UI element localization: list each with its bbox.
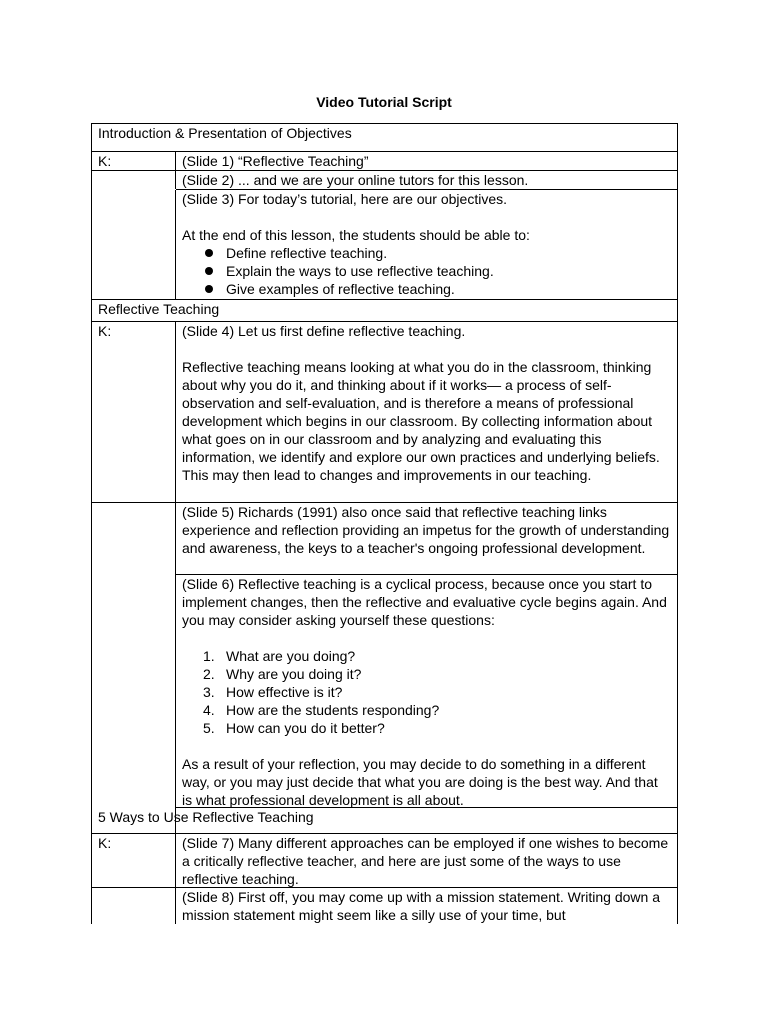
script-row [176,575,677,808]
questions-list [182,647,671,737]
document-title: Video Tutorial Script [316,94,452,110]
script-text: (Slide 8) First off, you may come up with a mission statement. Writing down a mission statement might seem like a silly use of your time, but [182,889,661,923]
speaker-label: K: [92,152,176,189]
section-heading: Introduction & Presentation of Objectives [98,125,352,141]
section-heading-row [92,808,677,834]
slide-text: (Slide 6) Reflective teaching is a cyclical process, because once you start to implement changes, then the reflective and evaluative cycle begins again. And you may consider asking yourself these questions: [182,576,667,628]
list-item: 4. How are the students responding? [203,702,440,718]
script-text: (Slide 1) “Reflective Teaching” [182,153,369,169]
objectives-lead: At the end of this lesson, the students should be able to: [182,227,530,243]
script-text [176,322,677,502]
slide-text: (Slide 4) Let us first define reflective teaching. [182,323,466,339]
script-text [176,190,677,299]
script-row [176,503,677,575]
section-heading: 5 Ways to Use Reflective Teaching [98,809,314,825]
script-table [91,123,678,924]
list-item: Define reflective teaching. [226,244,671,262]
list-item: 5. How can you do it better? [203,720,385,736]
conclusion-text: As a result of your reflection, you may decide to do something in a different way, or you may just decide that what you are doing is the best way. And that is what professional development is all about. [182,756,658,807]
script-text [176,575,677,807]
section-heading-row [92,300,677,322]
script-row [92,190,677,300]
speaker-cell [92,190,176,299]
list-item: Explain the ways to use reflective teaching. [226,262,671,280]
script-text: (Slide 2) ... and we are your online tutors for this lesson. [182,172,529,188]
list-item: 1. What are you doing? [203,648,356,664]
section-heading: Reflective Teaching [98,301,220,317]
list-item: Give examples of reflective teaching. [226,280,671,298]
script-row [176,888,677,924]
list-item: 2. Why are you doing it? [203,666,362,682]
slide-text: (Slide 3) For today’s tutorial, here are our objectives. [182,191,508,207]
list-item: 3. How effective is it? [203,684,343,700]
section-heading-row [92,124,677,152]
script-row [92,834,677,888]
objectives-list [182,244,671,298]
script-row [176,171,677,190]
script-row [92,152,677,171]
script-text: (Slide 5) Richards (1991) also once said that reflective teaching links experience and reflection providing an impetus for the growth of understanding and awareness, the keys to a teacher's ongoing professional development. [182,504,670,556]
script-row [92,322,677,503]
definition-text: Reflective teaching means looking at what you do in the classroom, thinking about why you do it, and thinking about if it works— a process of self-observation and self-evaluation, and is therefore a means of professional development which begins in our classroom. By collecting information about what goes on in our classroom and by analyzing and evaluating this information, we identify and explore our own practices and underlying beliefs. This may then lead to changes and improvements in our teaching. [182,359,660,483]
script-text: (Slide 7) Many different approaches can be employed if one wishes to become a critically reflective teacher, and here are just some of the ways to use reflective teaching. [182,835,669,887]
speaker-label: K: [92,834,176,924]
speaker-label: K: [92,322,176,845]
